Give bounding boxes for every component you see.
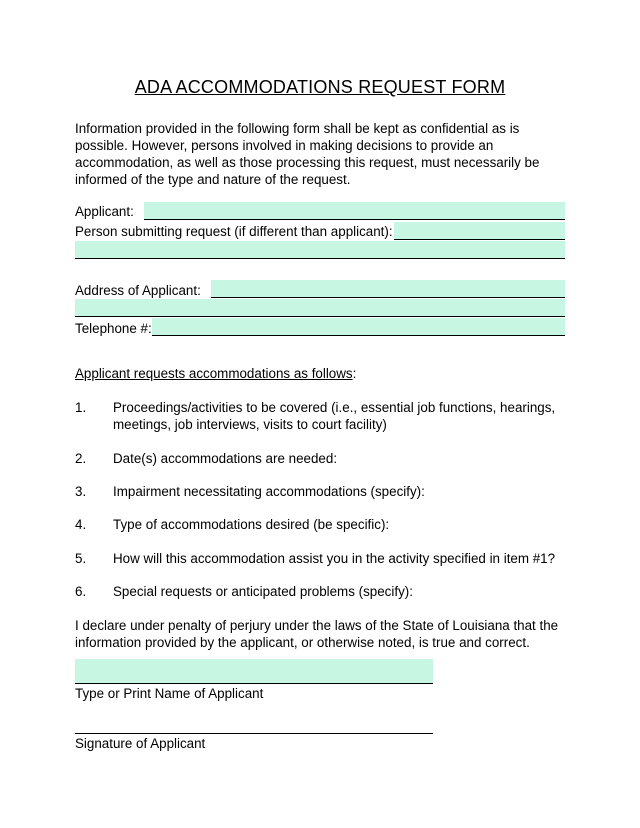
- telephone-field[interactable]: [152, 318, 565, 336]
- intro-paragraph: Information provided in the following form shall be kept as confidential as is possible. However, persons involved in making decisions to provide an accommodation, as well as those processing this request, must necessarily be informed of the type and nature of the request.: [75, 121, 540, 187]
- item-6-number: 6.: [75, 584, 87, 599]
- item-3-number: 3.: [75, 484, 87, 499]
- signature-line[interactable]: [75, 716, 433, 734]
- submitter-field-line-2[interactable]: [75, 241, 565, 259]
- item-3-text: Impairment necessitating accommodations (specify):: [113, 484, 425, 499]
- item-6-text: Special requests or anticipated problems (specify):: [113, 584, 413, 599]
- applicant-name-field[interactable]: [75, 659, 433, 684]
- item-5-number: 5.: [75, 551, 87, 566]
- requests-heading: [75, 365, 356, 382]
- item-4-number: 4.: [75, 517, 87, 532]
- name-caption: Type or Print Name of Applicant: [75, 686, 264, 701]
- requests-heading-text: Applicant requests accommodations as follows: [75, 366, 353, 381]
- item-1-number: 1.: [75, 400, 87, 415]
- requests-heading-colon: :: [352, 366, 357, 381]
- item-2-number: 2.: [75, 451, 87, 466]
- item-4-text: Type of accommodations desired (be specific):: [113, 517, 390, 532]
- declaration-paragraph: I declare under penalty of perjury under the laws of the State of Louisiana that the information provided by the applicant, or otherwise noted, is true and correct.: [75, 618, 559, 650]
- submitter-field[interactable]: [394, 222, 565, 240]
- address-field-line-2[interactable]: [75, 299, 565, 317]
- item-1-text: Proceedings/activities to be covered (i.e., essential job functions, hearings, meetings, job interviews, visits to court facility): [113, 400, 556, 432]
- signature-caption: Signature of Applicant: [75, 736, 206, 751]
- applicant-label: Applicant:: [75, 204, 134, 219]
- item-5-text: How will this accommodation assist you in the activity specified in item #1?: [113, 551, 556, 566]
- item-2-text: Date(s) accommodations are needed:: [113, 451, 338, 466]
- telephone-label: Telephone #:: [75, 321, 152, 336]
- page-title: ADA ACCOMMODATIONS REQUEST FORM: [134, 77, 506, 97]
- address-field[interactable]: [211, 280, 565, 298]
- applicant-field[interactable]: [144, 202, 565, 220]
- submitter-label: Person submitting request (if different than applicant):: [75, 224, 393, 239]
- address-label: Address of Applicant:: [75, 283, 201, 298]
